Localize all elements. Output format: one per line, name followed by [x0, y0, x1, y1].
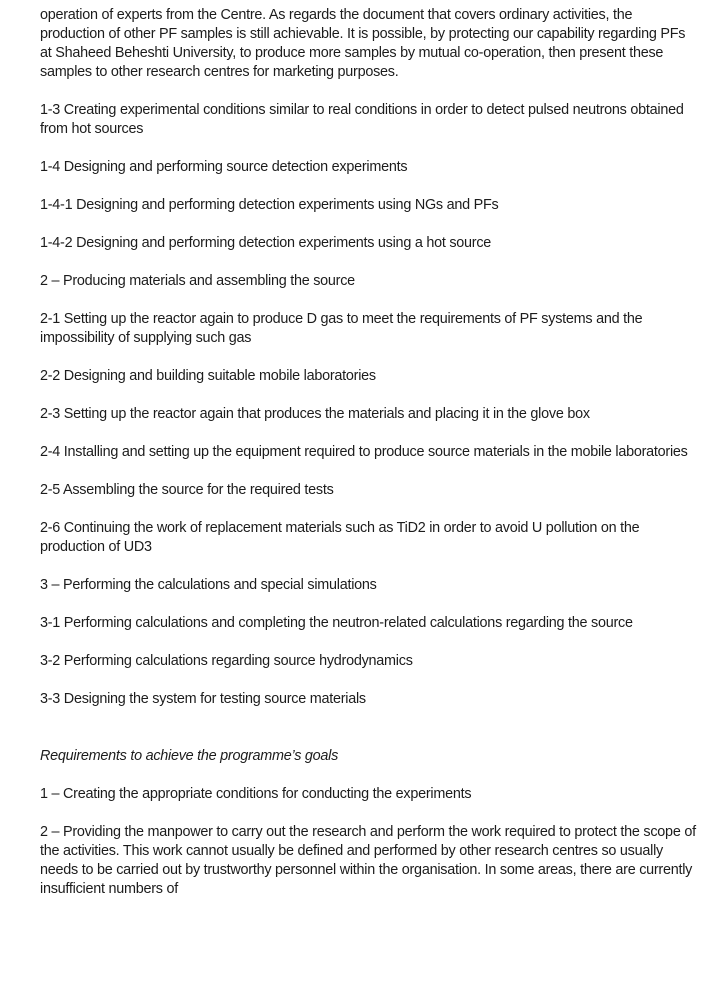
item-2-1: 2-1 Setting up the reactor again to produce D gas to meet the requirements of PF systems and the impossibility of supplying such gas: [40, 311, 643, 346]
item-3-3: 3-3 Designing the system for testing source materials: [40, 691, 366, 707]
item-2-3: 2-3 Setting up the reactor again that produces the materials and placing it in the glove box: [40, 406, 590, 422]
item-2: 2 – Producing materials and assembling the source: [40, 273, 355, 289]
item-1-4-2: 1-4-2 Designing and performing detection experiments using a hot source: [40, 235, 492, 251]
requirement-1: 1 – Creating the appropriate conditions for conducting the experiments: [40, 786, 472, 802]
item-3-2: 3-2 Performing calculations regarding source hydrodynamics: [40, 653, 413, 669]
intro-paragraph: operation of experts from the Centre. As regards the document that covers ordinary activities, the production of other PF samples is still achievable. It is possible, by protecting our capability regarding PFs at Shaheed Beheshti University, to produce more samples by mutual co-operation, then present these samples to other research centres for marketing purposes.: [40, 7, 686, 80]
item-3: 3 – Performing the calculations and special simulations: [40, 577, 377, 593]
item-2-5: 2-5 Assembling the source for the required tests: [40, 482, 334, 498]
item-1-4-1: 1-4-1 Designing and performing detection experiments using NGs and PFs: [40, 197, 499, 213]
item-3-1: 3-1 Performing calculations and completing the neutron-related calculations regarding the source: [40, 615, 633, 631]
requirement-2: 2 – Providing the manpower to carry out the research and perform the work required to protect the scope of the activities. This work cannot usually be defined and performed by other research centres so usually needs to be carried out by trustworthy personnel within the organisation. In some areas, there are currently insufficient numbers of: [40, 824, 696, 897]
requirements-heading: Requirements to achieve the programme’s goals: [40, 748, 339, 764]
item-2-6: 2-6 Continuing the work of replacement materials such as TiD2 in order to avoid U pollution on the production of UD3: [40, 520, 640, 555]
item-2-2: 2-2 Designing and building suitable mobile laboratories: [40, 368, 376, 384]
item-1-3: 1-3 Creating experimental conditions similar to real conditions in order to detect pulsed neutrons obtained from hot sources: [40, 102, 684, 137]
item-2-4: 2-4 Installing and setting up the equipment required to produce source materials in the mobile laboratories: [40, 444, 688, 460]
item-1-4: 1-4 Designing and performing source detection experiments: [40, 159, 408, 175]
